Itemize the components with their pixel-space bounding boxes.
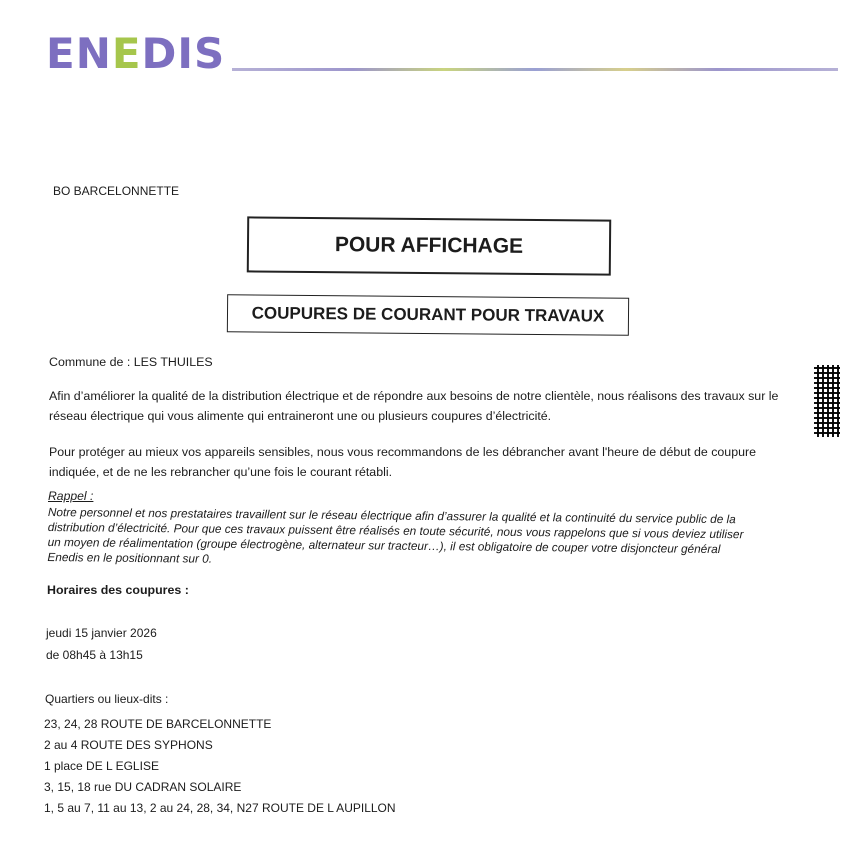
outage-date: jeudi 15 janvier 2026 (46, 626, 157, 640)
sender-office: BO BARCELONNETTE (53, 184, 180, 198)
title-text: POUR AFFICHAGE (334, 233, 524, 258)
outage-hours: de 08h45 à 13h15 (46, 648, 143, 662)
commune-line: Commune de : LES THUILES (49, 355, 213, 369)
header-rule (232, 68, 838, 71)
paragraph-advice: Pour protéger au mieux vos appareils sensibles, nous vous recommandons de les débrancher avant l'heure de début de coupure indiquée, et de ne les rebrancher qu’une fois le courant rétabli. (49, 445, 756, 479)
list-item: 1, 5 au 7, 11 au 13, 2 au 24, 28, 34, N27 ROUTE DE L AUPILLON (44, 801, 396, 815)
lieux-list (44, 714, 396, 819)
rappel-label: Rappel : (48, 489, 94, 503)
paragraph-intro: Afin d’améliorer la qualité de la distribution électrique et de répondre aux besoins de notre clientèle, nous réalisons des travaux sur le réseau électrique qui vous alimente qui entraineront une ou plusieurs coupures d’électricité. (49, 389, 779, 423)
subtitle-text: COUPURES DE COURANT POUR TRAVAUX (251, 303, 605, 326)
list-item: 3, 15, 18 rue DU CADRAN SOLAIRE (44, 780, 242, 794)
list-item: 23, 24, 28 ROUTE DE BARCELONNETTE (44, 717, 272, 731)
subtitle-box (227, 294, 629, 336)
quartiers-label: Quartiers ou lieux-dits : (45, 692, 169, 706)
horaires-label: Horaires des coupures : (47, 583, 189, 597)
enedis-logo: ENEDIS (46, 29, 226, 78)
list-item: 2 au 4 ROUTE DES SYPHONS (44, 738, 213, 752)
title-box (247, 216, 611, 275)
list-item: 1 place DE L EGLISE (44, 759, 159, 773)
qr-code (814, 365, 840, 437)
rappel-text: Notre personnel et nos prestataires travaillent sur le réseau électrique afin d’assurer la qualité et la continuité du service public de la distribution d’électricité. Pour que ces travaux puissent être réalisés en toute sécurité, nous vous rappelons que si vous deviez utiliser un moyen de réalimentation (groupe électrogène, alternateur sur tracteur…), il est obligatoire de couper votre disjoncteur général Enedis en le positionnant sur 0. (47, 505, 744, 566)
